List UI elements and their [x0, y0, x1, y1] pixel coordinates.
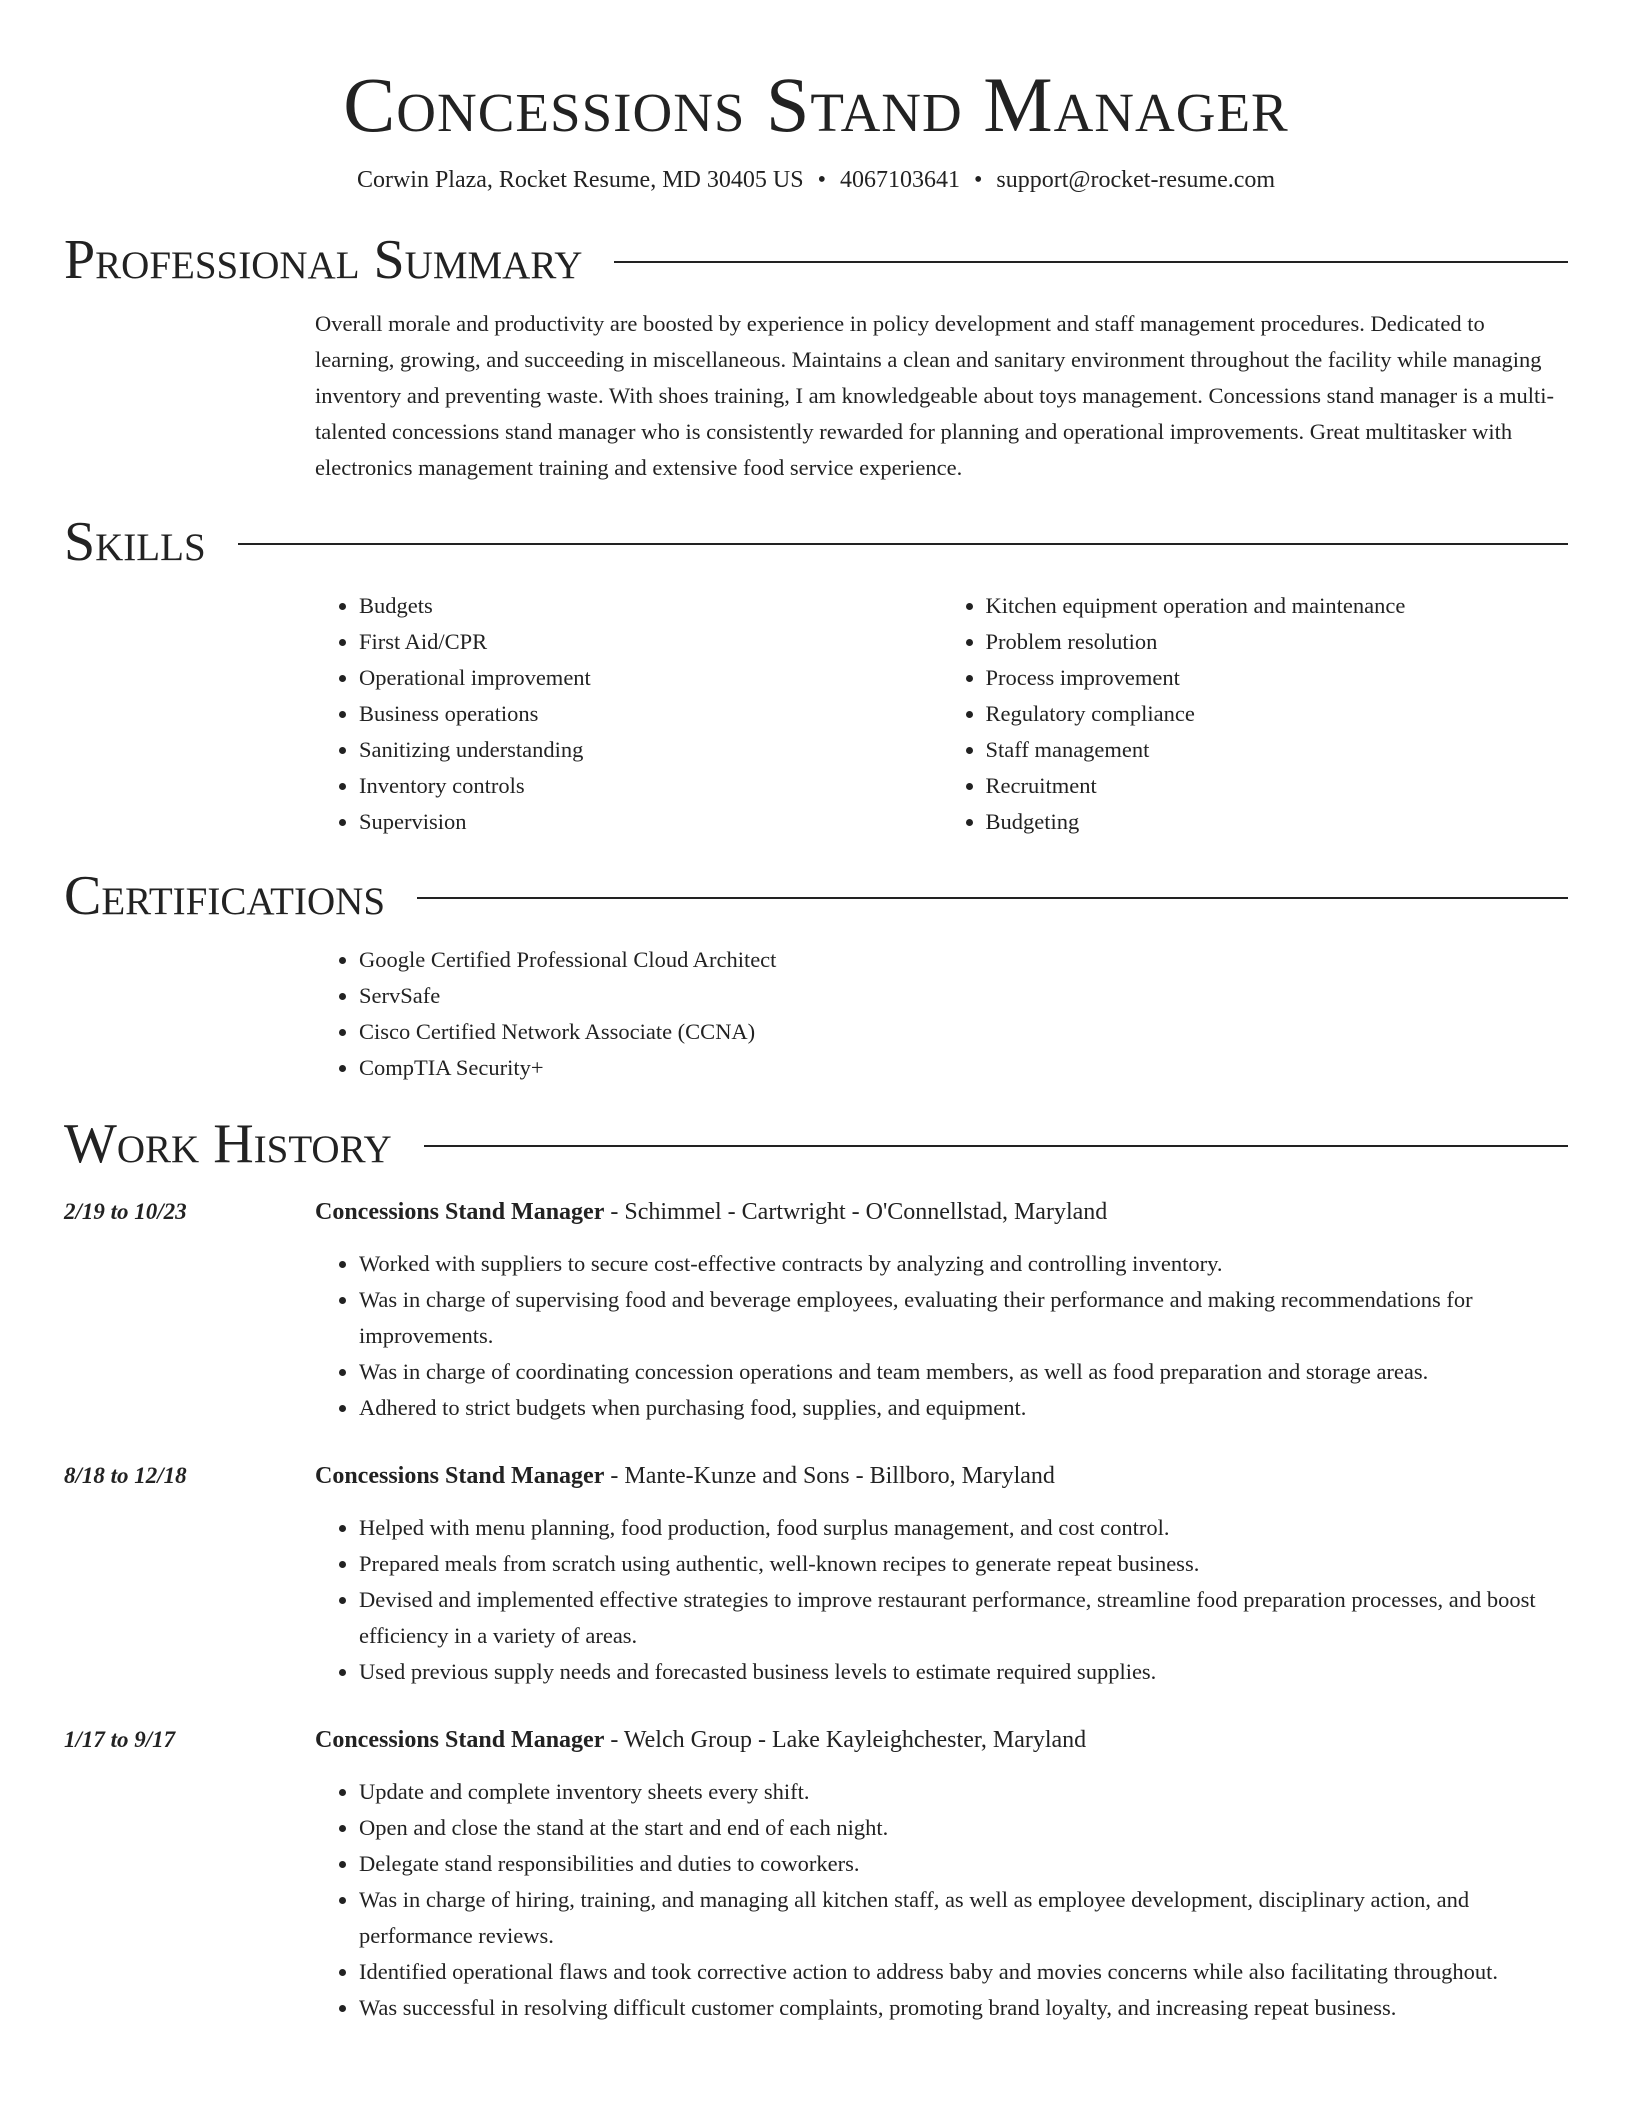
section-divider	[238, 543, 1568, 545]
skills-grid	[315, 588, 1568, 840]
job-bullet: • Was in charge of coordinating concession operations and team members, as well as food preparation and storage areas.	[359, 1354, 1568, 1390]
job-dates: 1/17 to 9/17	[64, 1727, 176, 1752]
skill-item: • Process improvement	[986, 660, 1569, 696]
email: support@rocket-resume.com	[996, 167, 1276, 193]
job-bullets	[315, 1510, 1568, 1690]
job-title: Concessions Stand Manager	[315, 1463, 605, 1489]
job-company: - Mante-Kunze and Sons - Billboro, Maryland	[604, 1463, 1055, 1489]
job-bullet: • Was successful in resolving difficult customer complaints, promoting brand loyalty, and increasing repeat business.	[359, 1990, 1568, 2026]
section-divider	[417, 897, 1568, 899]
skill-item: • Business operations	[359, 696, 942, 732]
skill-item: • Budgeting	[986, 804, 1569, 840]
job-entry	[64, 1458, 1568, 1690]
work-heading: Work History	[64, 1113, 392, 1175]
candidate-name: Concessions Stand Manager	[343, 61, 1289, 148]
job-dates: 2/19 to 10/23	[64, 1199, 187, 1224]
job-bullet: • Used previous supply needs and forecasted business levels to estimate required supplies.	[359, 1654, 1568, 1690]
address: Corwin Plaza, Rocket Resume, MD 30405 US	[356, 167, 804, 193]
job-main	[315, 1722, 1568, 2026]
section-divider	[614, 261, 1568, 263]
certifications-heading: Certifications	[64, 865, 386, 927]
job-bullet: • Update and complete inventory sheets every shift.	[359, 1774, 1568, 1810]
skills-section-header	[64, 510, 1568, 574]
job-bullet: • Was in charge of hiring, training, and managing all kitchen staff, as well as employee development, disciplinary action, and performance reviews.	[359, 1882, 1568, 1954]
summary-body	[315, 306, 1568, 486]
skill-item: • First Aid/CPR	[359, 624, 942, 660]
job-main	[315, 1194, 1568, 1426]
skill-item: • Sanitizing understanding	[359, 732, 942, 768]
contact-line	[64, 164, 1568, 196]
resume-page	[64, 0, 1568, 2026]
skill-item: • Inventory controls	[359, 768, 942, 804]
contact-separator: •	[973, 167, 983, 193]
section-divider	[424, 1145, 1568, 1147]
summary-heading: Professional Summary	[64, 229, 583, 291]
summary-section-header	[64, 228, 1568, 292]
job-title: Concessions Stand Manager	[315, 1727, 605, 1753]
phone: 4067103641	[839, 167, 960, 193]
job-title: Concessions Stand Manager	[315, 1199, 605, 1225]
certification-item: • CompTIA Security+	[359, 1050, 1568, 1086]
job-title-line	[315, 1458, 1568, 1494]
job-dates: 8/18 to 12/18	[64, 1463, 187, 1488]
job-entry	[64, 1194, 1568, 1426]
skill-item: • Operational improvement	[359, 660, 942, 696]
job-main	[315, 1458, 1568, 1690]
job-bullets	[315, 1774, 1568, 2026]
work-section-header	[64, 1112, 1568, 1176]
summary-text: Overall morale and productivity are boosted by experience in policy development and staff management procedures. Dedicated to learning, growing, and succeeding in miscellaneous. Maintains a clean and sanitary environment throughout the facility while managing inventory and preventing waste. With shoes training, I am knowledgeable about toys management. Concessions stand manager is a multi-talented concessions stand manager who is consistently rewarded for planning and operational improvements. Great multitasker with electronics management training and extensive food service experience.	[315, 311, 1555, 480]
job-bullet: • Was in charge of supervising food and beverage employees, evaluating their performance and making recommendations for improvements.	[359, 1282, 1568, 1354]
skill-item: • Budgets	[359, 588, 942, 624]
skills-list-left	[315, 588, 942, 840]
certification-item: • Cisco Certified Network Associate (CCNA)	[359, 1014, 1568, 1050]
certifications-body	[315, 942, 1568, 1086]
job-title-line	[315, 1722, 1568, 1758]
job-bullet: • Prepared meals from scratch using authentic, well-known recipes to generate repeat business.	[359, 1546, 1568, 1582]
job-bullet: • Devised and implemented effective strategies to improve restaurant performance, streamline food preparation processes, and boost efficiency in a variety of areas.	[359, 1582, 1568, 1654]
skills-heading: Skills	[64, 511, 206, 573]
skills-list-right	[942, 588, 1569, 840]
job-bullet: • Open and close the stand at the start and end of each night.	[359, 1810, 1568, 1846]
skill-item: • Staff management	[986, 732, 1569, 768]
job-bullet: • Adhered to strict budgets when purchasing food, supplies, and equipment.	[359, 1390, 1568, 1426]
skill-item: • Regulatory compliance	[986, 696, 1569, 732]
certification-item: • Google Certified Professional Cloud Architect	[359, 942, 1568, 978]
job-bullet: • Delegate stand responsibilities and duties to coworkers.	[359, 1846, 1568, 1882]
job-bullet: • Identified operational flaws and took corrective action to address baby and movies concerns while also facilitating throughout.	[359, 1954, 1568, 1990]
job-company: - Schimmel - Cartwright - O'Connellstad, Maryland	[604, 1199, 1108, 1225]
job-title-line	[315, 1194, 1568, 1230]
job-bullets	[315, 1246, 1568, 1426]
job-company: - Welch Group - Lake Kayleighchester, Maryland	[604, 1727, 1087, 1753]
skill-item: • Supervision	[359, 804, 942, 840]
certifications-list	[315, 942, 1568, 1086]
job-bullet: • Helped with menu planning, food production, food surplus management, and cost control.	[359, 1510, 1568, 1546]
certifications-section-header	[64, 864, 1568, 928]
job-entry	[64, 1722, 1568, 2026]
skill-item: • Problem resolution	[986, 624, 1569, 660]
job-bullet: • Worked with suppliers to secure cost-effective contracts by analyzing and controlling inventory.	[359, 1246, 1568, 1282]
skill-item: • Kitchen equipment operation and maintenance	[986, 588, 1569, 624]
certification-item: • ServSafe	[359, 978, 1568, 1014]
skill-item: • Recruitment	[986, 768, 1569, 804]
contact-separator: •	[817, 167, 826, 193]
